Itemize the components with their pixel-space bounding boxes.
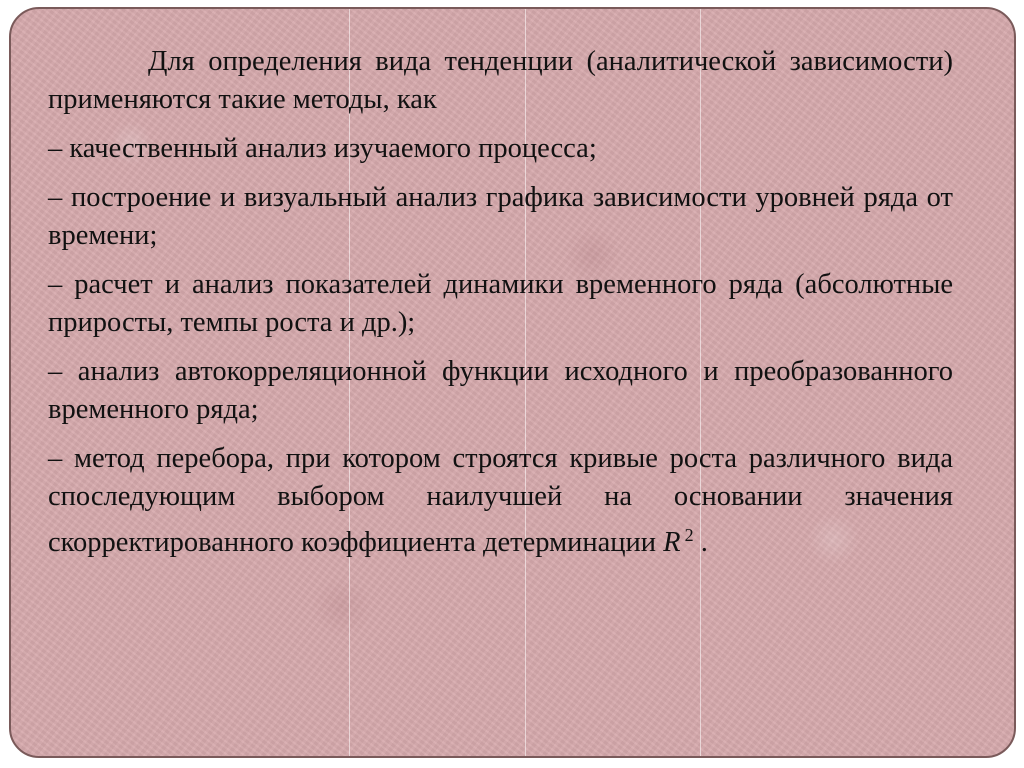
enumeration-method-text: – метод перебора, при котором строятся кривые роста различного вида споследующим выбором наилучшей на основании значения скорректированного коэффициента детерминации	[48, 443, 953, 558]
intro-paragraph: Для определения вида тенденции (аналитической зависимости) применяются такие методы, как	[48, 46, 953, 115]
formula-variable: R	[663, 527, 681, 558]
body-text	[48, 43, 953, 573]
list-item-dynamics-indicators: – расчет и анализ показателей динамики временного ряда (абсолютные приросты, темпы роста и др.);	[48, 269, 953, 338]
formula-exponent: 2	[684, 525, 694, 545]
list-item-graph-analysis: – построение и визуальный анализ графика зависимости уровней ряда от времени;	[48, 182, 953, 251]
list-item-autocorrelation: – анализ автокорреляционной функции исходного и преобразованного временного ряда;	[48, 356, 953, 425]
list-item-qualitative-analysis: – качественный анализ изучаемого процесса;	[48, 133, 597, 164]
formula-trailing: .	[700, 527, 708, 558]
list-item-enumeration-method	[48, 440, 953, 562]
